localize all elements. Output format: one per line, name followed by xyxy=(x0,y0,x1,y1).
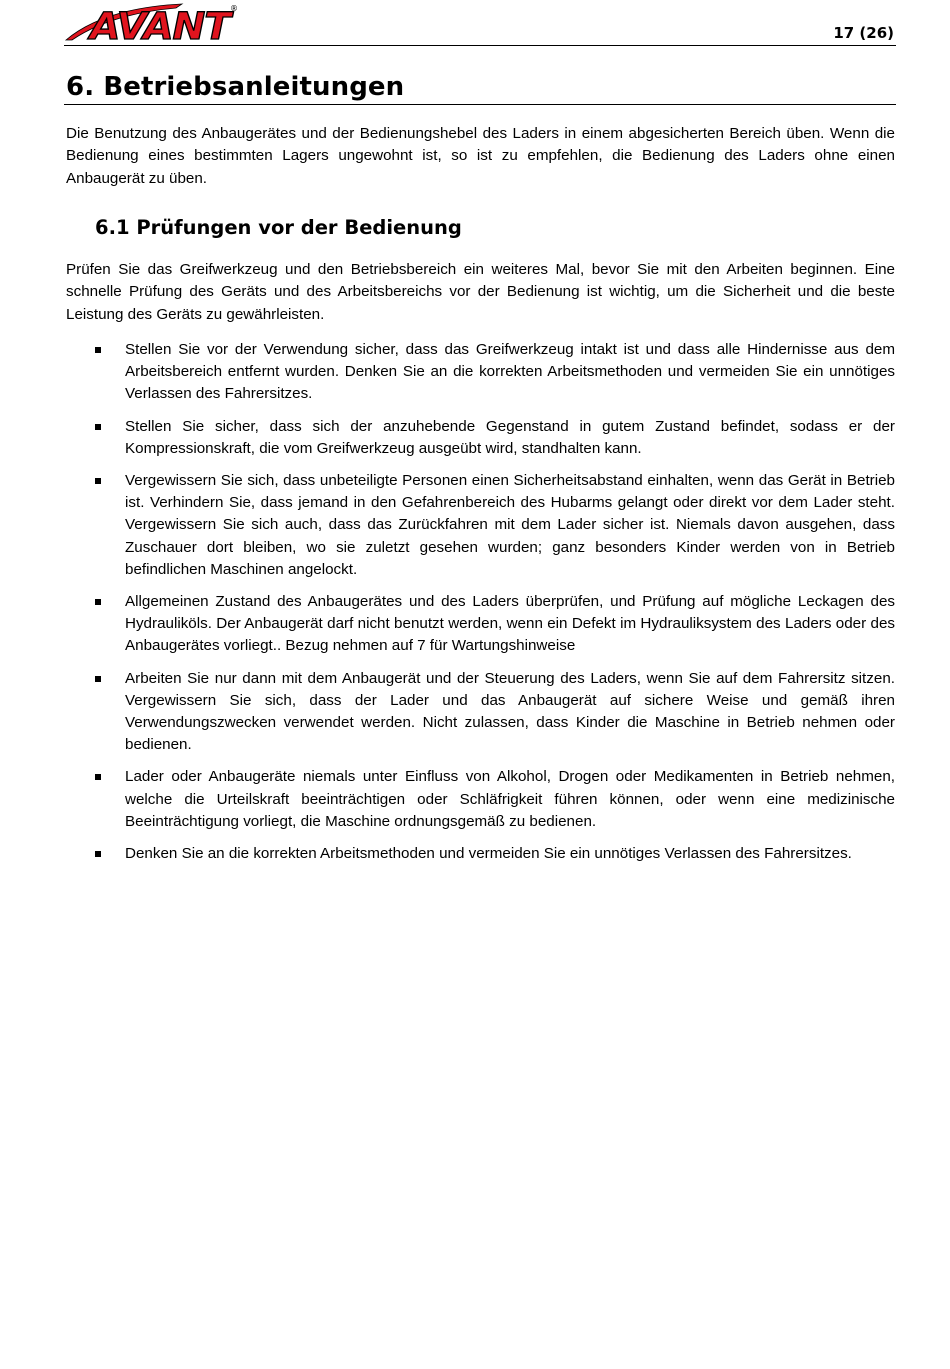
checklist-item-text: Lader oder Anbaugeräte niemals unter Einfluss von Alkohol, Drogen oder Medikamenten in Betrieb nehmen, welche die Urteilskraft beeinträchtigen oder Schläfrigkeit führen können, oder wenn eine medizinische Beeinträchtigung vorliegt, die Maschine ordnungsgemäß zu bedienen. xyxy=(125,768,895,830)
checklist-item-text: Allgemeinen Zustand des Anbaugerätes und des Laders überprüfen, und Prüfung auf mögliche Leckagen des Hydrauliköls. Der Anbaugerät darf nicht benutzt werden, wenn ein Defekt im Hydrauliksystem des Laders oder des Anbaugerätes vorliegt.. Bezug nehmen auf 7 für Wartungshinweise xyxy=(125,593,895,655)
checklist-item xyxy=(66,470,895,581)
avant-logo xyxy=(64,2,240,42)
section-title-underline xyxy=(64,104,896,105)
checklist-item xyxy=(66,668,895,757)
logo-registered-mark: ® xyxy=(230,4,238,13)
section-title: 6. Betriebsanleitungen xyxy=(66,72,405,102)
bullet-square-icon xyxy=(95,851,101,857)
checklist-item-text: Arbeiten Sie nur dann mit dem Anbaugerät und der Steuerung des Laders, wenn Sie auf dem Fahrersitz sitzen. Vergewissern Sie sich, dass der Lader und das Anbaugerät auf sichere Weise und gemäß ihren Verwendungszwecken verwendet werden. Nicht zulassen, dass Kinder die Maschine in Betrieb nehmen oder bedienen. xyxy=(125,669,895,754)
subsection-intro-paragraph: Prüfen Sie das Greifwerkzeug und den Betriebsbereich ein weiteres Mal, bevor Sie mit den Arbeiten beginnen. Eine schnelle Prüfung des Geräts und des Arbeitsbereichs vor der Bedienung ist wichtig, um die Sicherheit und die beste Leistung des Geräts zu gewährleisten. xyxy=(66,261,895,323)
checklist-item xyxy=(66,416,895,460)
checklist-item-text: Stellen Sie vor der Verwendung sicher, dass das Greifwerkzeug intakt ist und dass alle Hindernisse aus dem Arbeitsbereich entfernt wurden. Denken Sie an die korrekten Arbeitsmethoden und vermeiden Sie ein unnötiges Verlassen des Fahrersitzes. xyxy=(125,341,895,403)
bullet-square-icon xyxy=(95,424,101,430)
checklist-item xyxy=(66,591,895,658)
page-number: 17 (26) xyxy=(833,24,894,42)
checklist-item xyxy=(66,843,895,865)
bullet-square-icon xyxy=(95,478,101,484)
checklist-item-text: Stellen Sie sicher, dass sich der anzuhebende Gegenstand in gutem Zustand befindet, sodass er der Kompressionskraft, die vom Greifwerkzeug ausgeübt wird, standhalten kann. xyxy=(125,417,895,457)
bullet-square-icon xyxy=(95,347,101,353)
checklist-item-text: Denken Sie an die korrekten Arbeitsmethoden und vermeiden Sie ein unnötiges Verlassen des Fahrersitzes. xyxy=(125,845,852,863)
section-intro-paragraph: Die Benutzung des Anbaugerätes und der Bedienungshebel des Laders in einem abgesicherten Bereich üben. Wenn die Bedienung eines bestimmten Lagers ungewohnt ist, so ist zu empfehlen, die Bedienung des Laders ohne einen Anbaugerät zu üben. xyxy=(66,125,895,187)
checklist-item xyxy=(66,339,895,406)
checklist-item xyxy=(66,766,895,833)
checklist-item-text: Vergewissern Sie sich, dass unbeteiligte Personen einen Sicherheitsabstand einhalten, wenn das Gerät in Betrieb ist. Verhindern Sie, dass jemand in den Gefahrenbereich des Hubarms gelangt oder direkt vor dem Lader steht. Vergewissern Sie sich auch, dass das Zurückfahren mit dem Lader sicher ist. Niemals davon ausgehen, dass Zuschauer dort bleiben, wo sie zuletzt gesehen wurden; ganz besonders Kinder werden von in Betrieb befindlichen Maschinen angelockt. xyxy=(125,472,895,578)
subsection-title: 6.1 Prüfungen vor der Bedienung xyxy=(95,216,462,239)
header-divider xyxy=(64,45,896,46)
logo-text: AVANT xyxy=(86,5,234,42)
bullet-square-icon xyxy=(95,676,101,682)
bullet-square-icon xyxy=(95,774,101,780)
checklist xyxy=(66,339,895,875)
bullet-square-icon xyxy=(95,599,101,605)
